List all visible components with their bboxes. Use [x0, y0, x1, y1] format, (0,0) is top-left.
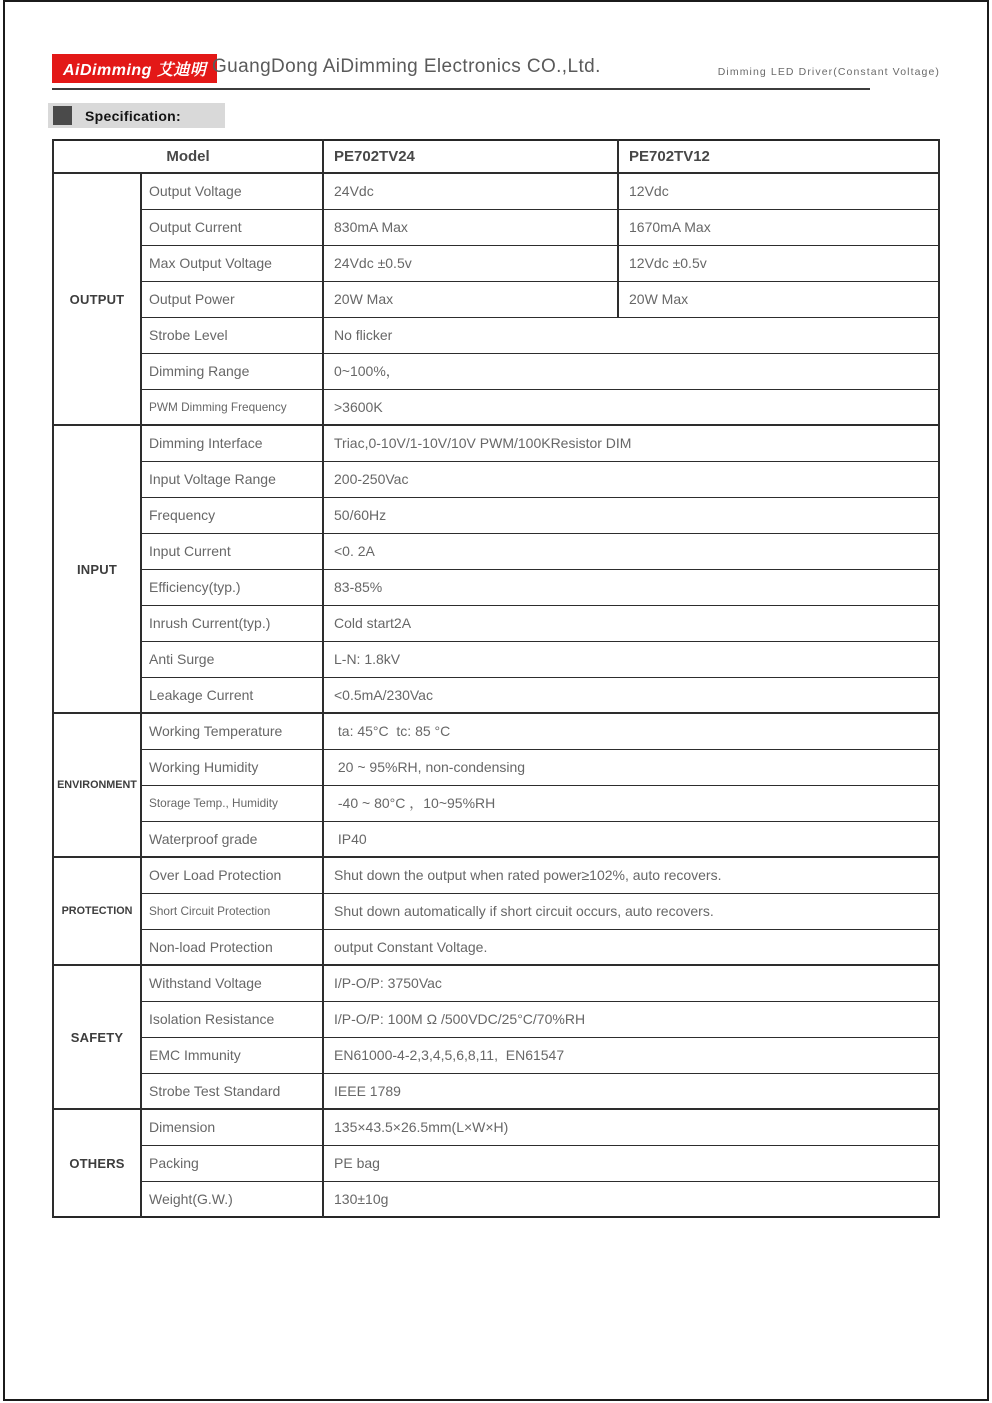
param-value: L-N: 1.8kV	[323, 641, 939, 677]
param-label: Isolation Resistance	[141, 1001, 323, 1037]
spec-row	[53, 1037, 939, 1073]
param-label: Output Power	[141, 281, 323, 317]
param-label: Inrush Current(typ.)	[141, 605, 323, 641]
company-name: GuangDong AiDimming Electronics CO.,Ltd.	[212, 56, 601, 77]
category-output: OUTPUT	[53, 173, 141, 425]
table-header-row	[53, 140, 939, 173]
param-value: ta: 45°C tc: 85 °C	[323, 713, 939, 749]
param-label: Packing	[141, 1145, 323, 1181]
param-label: Working Temperature	[141, 713, 323, 749]
spec-row	[53, 281, 939, 317]
param-value: 24Vdc	[323, 173, 618, 209]
spec-row	[53, 209, 939, 245]
category-safety: SAFETY	[53, 965, 141, 1109]
spec-row	[53, 173, 939, 209]
model-2-header: PE702TV12	[618, 140, 939, 173]
param-label: Input Current	[141, 533, 323, 569]
param-label: Storage Temp., Humidity	[141, 785, 323, 821]
param-label: Output Voltage	[141, 173, 323, 209]
spec-row	[53, 785, 939, 821]
param-value: <0. 2A	[323, 533, 939, 569]
param-label: Input Voltage Range	[141, 461, 323, 497]
spec-row	[53, 1145, 939, 1181]
spec-row	[53, 353, 939, 389]
param-label: PWM Dimming Frequency	[141, 389, 323, 425]
param-label: Output Current	[141, 209, 323, 245]
spec-row	[53, 893, 939, 929]
spec-row	[53, 533, 939, 569]
spec-table-body	[53, 173, 939, 1217]
param-label: Efficiency(typ.)	[141, 569, 323, 605]
param-label: Frequency	[141, 497, 323, 533]
spec-row	[53, 929, 939, 965]
category-input: INPUT	[53, 425, 141, 713]
spec-row	[53, 425, 939, 461]
param-value: I/P-O/P: 100M Ω /500VDC/25°C/70%RH	[323, 1001, 939, 1037]
category-others: OTHERS	[53, 1109, 141, 1217]
param-label: Weight(G.W.)	[141, 1181, 323, 1217]
param-value: 83-85%	[323, 569, 939, 605]
param-label: Withstand Voltage	[141, 965, 323, 1001]
param-label: Over Load Protection	[141, 857, 323, 893]
param-label: Non-load Protection	[141, 929, 323, 965]
param-value: 12Vdc	[618, 173, 939, 209]
param-label: EMC Immunity	[141, 1037, 323, 1073]
param-value: <0.5mA/230Vac	[323, 677, 939, 713]
specification-heading-text: Specification:	[85, 107, 181, 124]
spec-row	[53, 1073, 939, 1109]
spec-row	[53, 497, 939, 533]
category-environment: ENVIRONMENT	[53, 713, 141, 857]
param-value: output Constant Voltage.	[323, 929, 939, 965]
spec-row	[53, 389, 939, 425]
spec-row	[53, 1181, 939, 1217]
param-value: 135×43.5×26.5mm(L×W×H)	[323, 1109, 939, 1145]
param-label: Dimming Range	[141, 353, 323, 389]
param-label: Working Humidity	[141, 749, 323, 785]
param-value: No flicker	[323, 317, 939, 353]
spec-row	[53, 677, 939, 713]
param-value: 20W Max	[618, 281, 939, 317]
spec-row	[53, 713, 939, 749]
param-value: PE bag	[323, 1145, 939, 1181]
brand-logo-text: AiDimming 艾迪明	[63, 62, 207, 79]
param-value: Shut down the output when rated power≥102%, auto recovers.	[323, 857, 939, 893]
param-value: Shut down automatically if short circuit occurs, auto recovers.	[323, 893, 939, 929]
param-label: Max Output Voltage	[141, 245, 323, 281]
spec-row	[53, 965, 939, 1001]
param-label: Strobe Level	[141, 317, 323, 353]
spec-row	[53, 461, 939, 497]
param-label: Leakage Current	[141, 677, 323, 713]
brand-logo	[52, 54, 217, 83]
spec-row	[53, 1001, 939, 1037]
param-value: -40 ~ 80°C ，10~95%RH	[323, 785, 939, 821]
specification-heading	[48, 103, 225, 128]
param-label: Anti Surge	[141, 641, 323, 677]
param-value: 20W Max	[323, 281, 618, 317]
param-label: Dimming Interface	[141, 425, 323, 461]
param-value: 1670mA Max	[618, 209, 939, 245]
category-protection: PROTECTION	[53, 857, 141, 965]
param-value: 0~100%，	[323, 353, 939, 389]
square-bullet-icon	[53, 106, 72, 125]
param-value: IP40	[323, 821, 939, 857]
param-value: 830mA Max	[323, 209, 618, 245]
param-value: 24Vdc ±0.5v	[323, 245, 618, 281]
param-label: Strobe Test Standard	[141, 1073, 323, 1109]
spec-row	[53, 821, 939, 857]
spec-row	[53, 317, 939, 353]
param-value: 12Vdc ±0.5v	[618, 245, 939, 281]
param-label: Dimension	[141, 1109, 323, 1145]
param-value: Triac,0-10V/1-10V/10V PWM/100KResistor DIM	[323, 425, 939, 461]
header-divider	[52, 88, 870, 90]
spec-row	[53, 857, 939, 893]
param-value: IEEE 1789	[323, 1073, 939, 1109]
param-value: EN61000-4-2,3,4,5,6,8,11, EN61547	[323, 1037, 939, 1073]
param-value: 20 ~ 95%RH, non-condensing	[323, 749, 939, 785]
param-value: >3600K	[323, 389, 939, 425]
spec-row	[53, 641, 939, 677]
model-1-header: PE702TV24	[323, 140, 618, 173]
param-value: 200-250Vac	[323, 461, 939, 497]
spec-row	[53, 749, 939, 785]
param-value: 130±10g	[323, 1181, 939, 1217]
spec-row	[53, 569, 939, 605]
model-header-label: Model	[53, 140, 323, 173]
param-value: I/P-O/P: 3750Vac	[323, 965, 939, 1001]
spec-row	[53, 605, 939, 641]
param-label: Short Circuit Protection	[141, 893, 323, 929]
spec-row	[53, 1109, 939, 1145]
specification-table	[52, 139, 940, 1218]
product-type-label: Dimming LED Driver(Constant Voltage)	[717, 66, 940, 78]
param-label: Waterproof grade	[141, 821, 323, 857]
spec-row	[53, 245, 939, 281]
param-value: Cold start2A	[323, 605, 939, 641]
param-value: 50/60Hz	[323, 497, 939, 533]
